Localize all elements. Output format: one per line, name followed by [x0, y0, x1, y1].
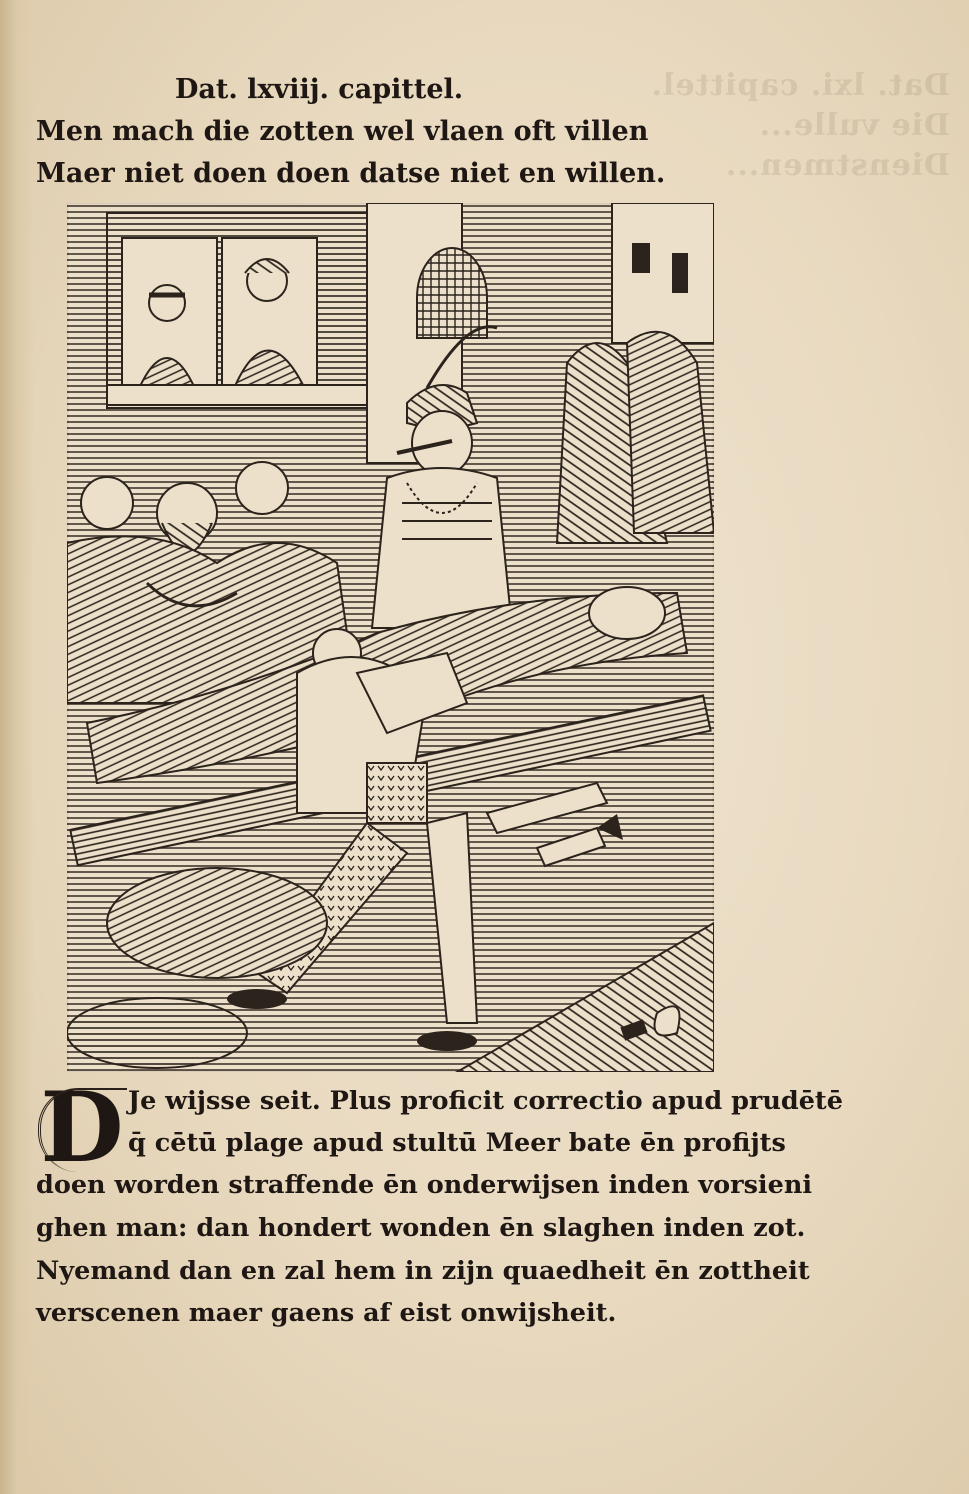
- motto-line-2: Maer niet doen doen datse niet en willen.: [36, 158, 666, 189]
- text-line: ghen man: dan hondert wonden ēn slaghen inden zot.: [36, 1213, 806, 1243]
- woodcut-illustration: [67, 203, 714, 1072]
- text-line: verscenen maer gaens af eist onwijsheit.: [36, 1298, 617, 1328]
- text-line: Je wijsse seit. Plus proficit correctio apud prudētē: [128, 1086, 843, 1116]
- gutter-shadow: [0, 0, 34, 1494]
- show-through-text: Dat. lxi. capittel. Die vulle... Dienstmen...: [650, 68, 950, 183]
- decorated-initial: [36, 1071, 128, 1184]
- text-line: q̄ cētū plage apud stultū Meer bate ēn profijts: [128, 1128, 786, 1158]
- text-line: doen worden straffende ēn onderwijsen inden vorsieni: [36, 1170, 813, 1200]
- motto-line-1: Men mach die zotten wel vlaen oft villen: [36, 116, 649, 147]
- initial-letter: D: [40, 1071, 124, 1184]
- chapter-heading: Dat. lxviij. capittel.: [175, 74, 464, 105]
- text-line: Nyemand dan en zal hem in zijn quaedheit ēn zottheit: [36, 1256, 810, 1286]
